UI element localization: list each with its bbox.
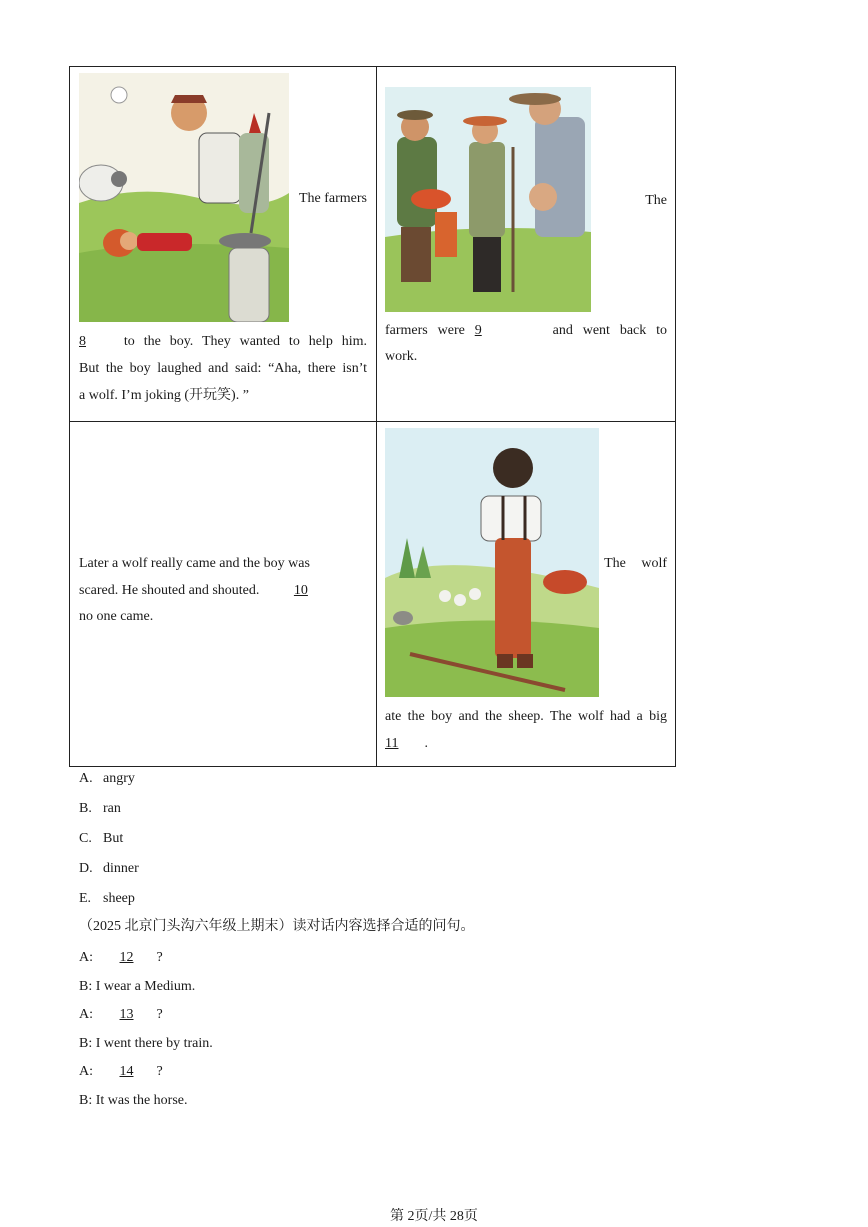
panel1-line1-text: to the boy. They wanted to help him. [123,334,368,349]
option-letter: E. [79,891,92,906]
dialogue-line [79,1058,213,1087]
dialogue-line [79,973,213,1002]
panel1-line3: a wolf. I’m joking (开玩笑). ” [79,388,249,403]
speaker: A: [79,1064,93,1079]
dialogue-post: ? [156,1007,163,1022]
panel3-line1: Later a wolf really came and the boy was [79,556,310,571]
table-divider-horizontal [70,421,675,422]
farmers-and-boy-illustration [385,87,591,312]
panel1-side-text: The farmers [298,191,367,206]
dialogue-line [79,1087,213,1116]
panel1-line1 [79,328,367,355]
blank-8: 8 [79,334,86,349]
panel4-side-text: The wolf [604,556,667,571]
speaker: B: [79,978,93,994]
blank-9: 9 [474,323,482,338]
option-letter: B. [79,801,92,816]
panel2-line1 [385,317,667,344]
page-footer: 第 2页/共 28页 [390,1209,478,1224]
dialogue [79,944,213,1115]
blank-10: 10 [293,583,308,598]
panel3-line2-pre: scared. He shouted and shouted. [79,583,260,598]
option-letter: D. [79,861,93,876]
option-a [79,764,139,794]
option-c [79,824,139,854]
option-text: dinner [103,861,139,876]
boy-and-wolf-illustration [385,428,599,697]
dialogue-post: ? [156,950,163,965]
dialogue-line [79,1030,213,1059]
panel3-line3: no one came. [79,609,154,624]
option-letter: A. [79,771,93,786]
task-instruction: （2025 北京门头沟六年级上期末）读对话内容选择合适的问句。 [79,919,475,934]
panel2-line1-post: and went back to [552,323,668,338]
answer-options [79,764,139,914]
panel3-line2 [79,577,331,604]
blank-14: 14 [119,1064,134,1079]
option-text: angry [103,771,135,786]
panel2-line1-pre: farmers were [385,323,465,338]
option-letter: C. [79,831,92,846]
speaker: A: [79,950,93,965]
panel4-line2-post: . [424,736,428,751]
option-text: sheep [103,891,135,906]
blank-13: 13 [119,1007,134,1022]
panel4-line1: ate the boy and the sheep. The wolf had a big [385,709,667,724]
dialogue-text: I went there by train. [95,1035,213,1051]
panel4-line2 [385,730,428,757]
dialogue-post: ? [156,1064,163,1079]
blank-11: 11 [385,736,399,751]
speaker: A: [79,1007,93,1022]
option-d [79,854,139,884]
option-text: But [103,831,124,846]
option-text: ran [103,801,121,816]
speaker: B: [79,1035,93,1051]
dialogue-text: It was the horse. [95,1092,188,1108]
farmers-running-illustration [79,73,289,322]
option-e [79,884,139,914]
panel2-line2: work. [385,349,418,364]
panel1-line2: But the boy laughed and said: “Aha, there isn’t [79,361,367,376]
blank-12: 12 [119,950,134,965]
table-divider-vertical [376,67,377,766]
speaker: B: [79,1092,93,1108]
dialogue-line [79,1001,213,1030]
dialogue-line [79,944,213,973]
option-b [79,794,139,824]
dialogue-text: I wear a Medium. [95,978,196,994]
panel2-side-text: The [645,193,667,208]
